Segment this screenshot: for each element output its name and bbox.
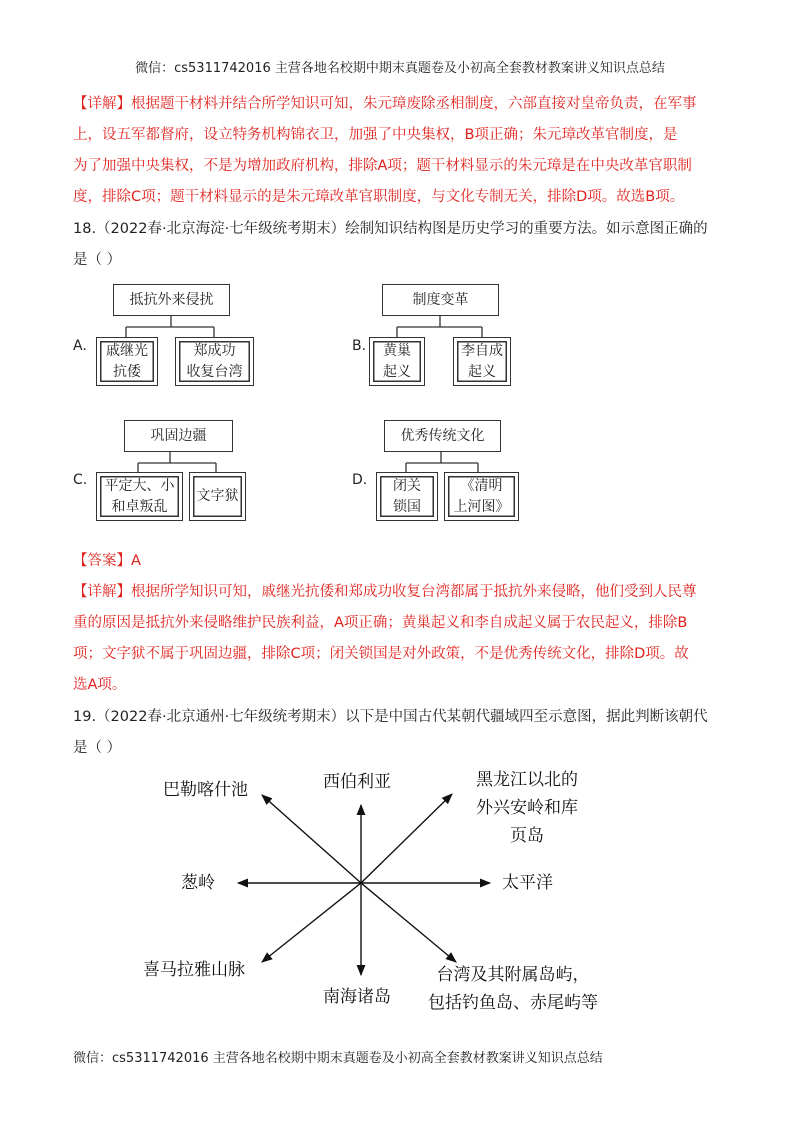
q18-answer: [73, 546, 733, 701]
q18-detail-line: 重的原因是抵抗外来侵略维护民族利益，A项正确；黄巢起义和李自成起义属于农民起义，排除B: [73, 615, 688, 631]
option-b-top-box: 制度变革: [382, 284, 499, 316]
option-b-right-box: 李自成 起义: [453, 337, 511, 386]
q18-answer-value: A: [131, 553, 141, 569]
option-a-right-box: 郑成功 收复台湾: [175, 337, 254, 386]
option-d-left-box: 闭关 锁国: [376, 472, 438, 521]
q18-stem-line: 是（ ）: [73, 252, 122, 268]
map-label-north: 西伯利亚: [323, 772, 391, 792]
q17-detail-line: 上，设五军都督府，设立特务机构锦衣卫，加强了中央集权，B项正确；朱元璋改革官制度，是: [73, 127, 678, 143]
q17-detail-line: 为了加强中央集权，不是为增加政府机构，排除A项；题干材料显示的朱元璋是在中央改革官职制: [73, 158, 692, 174]
q17-detail-line: 度，排除C项；题干材料显示的是朱元璋改革官职制度，与文化专制无关，排除D项。故选B项。: [73, 189, 685, 205]
map-label-southwest: 喜马拉雅山脉: [143, 960, 245, 980]
option-a-left-box: 戚继光 抗倭: [96, 337, 158, 386]
map-label-west: 葱岭: [181, 873, 215, 893]
q17-detail-line: 根据题干材料并结合所学知识可知，朱元璋废除丞相制度，六部直接对皇帝负责，在军事: [131, 96, 697, 112]
option-b-left-box: 黄巢 起义: [369, 337, 425, 386]
option-c-left-box: 平定大、小 和卓叛乱: [96, 472, 183, 521]
q19-stem: [73, 702, 733, 764]
option-c-right-box: 文字狱: [189, 472, 246, 521]
page-header: 微信：cs5311742016 主营各地名校期中期末真题卷及小初高全套教材教案讲义知识点总结: [135, 61, 665, 76]
option-c-top-box: 巩固边疆: [124, 420, 233, 452]
q18-stem-line: 18.（2022春·北京海淀·七年级统考期末）绘制知识结构图是历史学习的重要方法。如示意图正确的: [73, 221, 708, 237]
option-d-label: D.: [352, 472, 368, 488]
q17-detail: [73, 89, 733, 213]
q17-detail-tag: 【详解】: [73, 96, 131, 112]
q18-detail-tag: 【详解】: [73, 584, 131, 600]
option-d-top-box: 优秀传统文化: [384, 420, 501, 452]
option-d-right-box: 《清明 上河图》: [444, 472, 519, 521]
option-a-label: A.: [73, 338, 87, 354]
q18-detail-line: 根据所学知识可知，戚继光抗倭和郑成功收复台湾都属于抵抗外来侵略，他们受到人民尊: [131, 584, 697, 600]
q19-stem-line: 是（ ）: [73, 740, 122, 756]
map-label-northwest: 巴勒喀什池: [163, 780, 248, 800]
option-b-label: B.: [352, 338, 367, 354]
page-footer: 微信：cs5311742016 主营各地名校期中期末真题卷及小初高全套教材教案讲义知识点总结: [73, 1051, 603, 1066]
map-label-southeast: 台湾及其附属岛屿， 包括钓鱼岛、赤尾屿等: [428, 965, 598, 1013]
q18-answer-tag: 【答案】: [73, 553, 131, 569]
q18-detail-line: 项；文字狱不属于巩固边疆，排除C项；闭关锁国是对外政策，不是优秀传统文化，排除D项。故: [73, 646, 689, 662]
map-label-east: 太平洋: [502, 873, 553, 893]
map-label-northeast: 黑龙江以北的 外兴安岭和库 页岛: [476, 770, 578, 846]
option-a-top-box: 抵抗外来侵扰: [113, 284, 230, 316]
map-label-south: 南海诸岛: [323, 987, 391, 1007]
option-c-label: C.: [73, 472, 88, 488]
q18-detail-line: 选A项。: [73, 677, 127, 693]
q18-stem: [73, 214, 733, 276]
q19-stem-line: 19.（2022春·北京通州·七年级统考期末）以下是中国古代某朝代疆域四至示意图，据此判断该朝代: [73, 709, 708, 725]
